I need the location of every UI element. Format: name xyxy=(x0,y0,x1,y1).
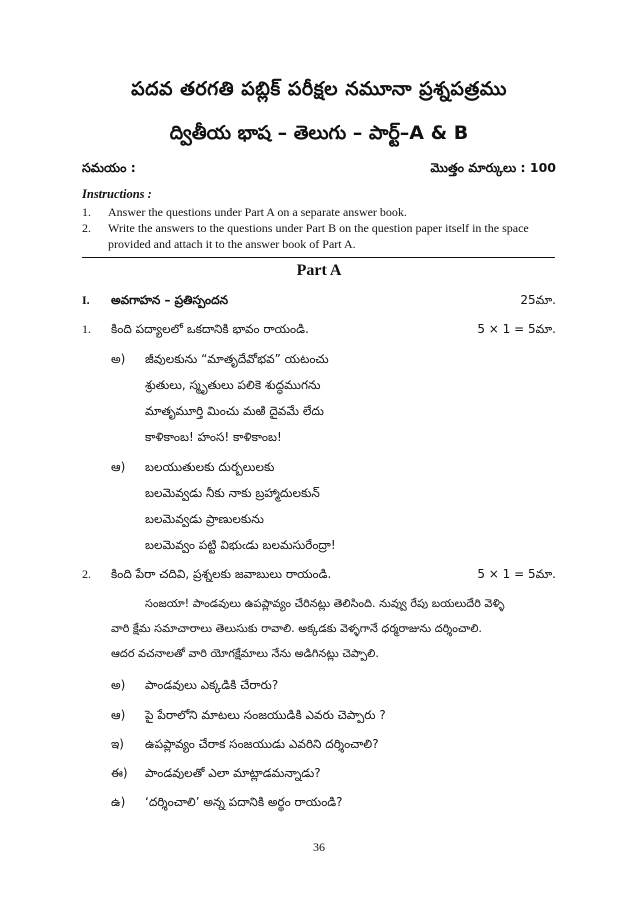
question-number: 2. xyxy=(82,567,91,581)
question-marks: 5 × 1 = 5మా. xyxy=(477,322,556,336)
poem-line: బలమెవ్వం పట్టి విభుఁడు బలమసురేంద్రా! xyxy=(145,538,336,552)
sub-question-text: ‘దర్శించాలి’ అన్న పదానికి అర్థం రాయండి? xyxy=(145,795,343,809)
part-title: Part A xyxy=(296,262,342,279)
paragraph-line: ఆదర వచనాలతో వారి యోగక్షేమాలు నేను అడిగినట్లు చెప్పాలి. xyxy=(111,647,379,660)
section-marks: 25మా. xyxy=(520,293,556,307)
poem-line: కాళికాంబ! హంస! కాళికాంబ! xyxy=(145,430,282,444)
section-title: అవగాహన – ప్రతిస్పందన xyxy=(111,293,228,307)
time-label: సమయం : xyxy=(82,160,136,175)
instruction-number: 1. xyxy=(82,205,91,219)
sub-question-text: పాండవులు ఎక్కడికి చేరారు? xyxy=(145,678,279,692)
sub-question-label: ఉ) xyxy=(111,795,126,809)
instruction-text: Answer the questions under Part A on a separate answer book. xyxy=(108,205,407,219)
poem-line: బలమెవ్వడు నీకు నాకు బ్రహ్మాదులకున్ xyxy=(145,486,320,500)
paragraph-line: వారి క్షేమ సమాచారాలు తెలుసుకు రావాలి. అక్కడకు వెళ్ళగానే ధర్మరాజును దర్శించాలి. xyxy=(111,622,482,635)
poem-line: మాతృమూర్తి మించు మఱి దైవమే లేదు xyxy=(145,404,324,418)
sub-question-label: ఈ) xyxy=(111,766,128,780)
option-label: అ) xyxy=(111,352,126,366)
paper-subtitle: ద్వితీయ భాష – తెలుగు – పార్ట్–A & B xyxy=(169,122,469,144)
sub-question-text: పై పేరాలోని మాటలు సంజయుడికి ఎవరు చెప్పారు ? xyxy=(145,708,386,722)
sub-question-label: ఆ) xyxy=(111,708,126,722)
poem-line: శ్రుతులు, స్మృతులు పలికె శుద్ధముగను xyxy=(145,378,321,392)
total-marks: మొత్తం మార్కులు : 100 xyxy=(430,160,556,175)
sub-question-label: ఇ) xyxy=(111,737,124,751)
sub-question-label: అ) xyxy=(111,678,126,692)
poem-line: బలమెవ్వడు ప్రాణులకును xyxy=(145,512,264,526)
instructions-heading: Instructions : xyxy=(82,187,152,201)
sub-question-text: ఉపప్లావ్యం చేరాక సంజయుడు ఎవరిని దర్శించాలి? xyxy=(145,737,379,751)
instruction-text-cont: provided and attach it to the answer book of Part A. xyxy=(108,237,356,251)
divider-line xyxy=(82,257,555,258)
poem-line: బలయుతులకు దుర్బలులకు xyxy=(145,460,275,474)
question-number: 1. xyxy=(82,322,91,336)
paper-title: పదవ తరగతి పబ్లిక్ పరీక్షల నమూనా ప్రశ్నపత్రము xyxy=(131,78,507,100)
question-marks: 5 × 1 = 5మా. xyxy=(477,567,556,581)
option-label: ఆ) xyxy=(111,460,126,474)
question-text: కింది పద్యాలలో ఒకదానికి భావం రాయండి. xyxy=(111,322,309,336)
instruction-text: Write the answers to the questions under Part B on the question paper itself in the space xyxy=(108,221,529,235)
poem-line: జీవులకును “మాతృదేవోభవ” యటంచు xyxy=(145,352,329,366)
paragraph-line: సంజయా! పాండవులు ఉపప్లావ్యం చేరినట్లు తెలిసింది. నువ్వు రేపు బయలుదేరి వెళ్ళి xyxy=(145,597,505,610)
question-text: కింది పేరా చదివి, ప్రశ్నలకు జవాబులు రాయండి. xyxy=(111,567,332,581)
page-number: 36 xyxy=(313,840,325,854)
instruction-number: 2. xyxy=(82,221,91,235)
sub-question-text: పాండవులతో ఎలా మాట్లాడమన్నాడు? xyxy=(145,766,321,780)
section-number: I. xyxy=(82,293,90,307)
